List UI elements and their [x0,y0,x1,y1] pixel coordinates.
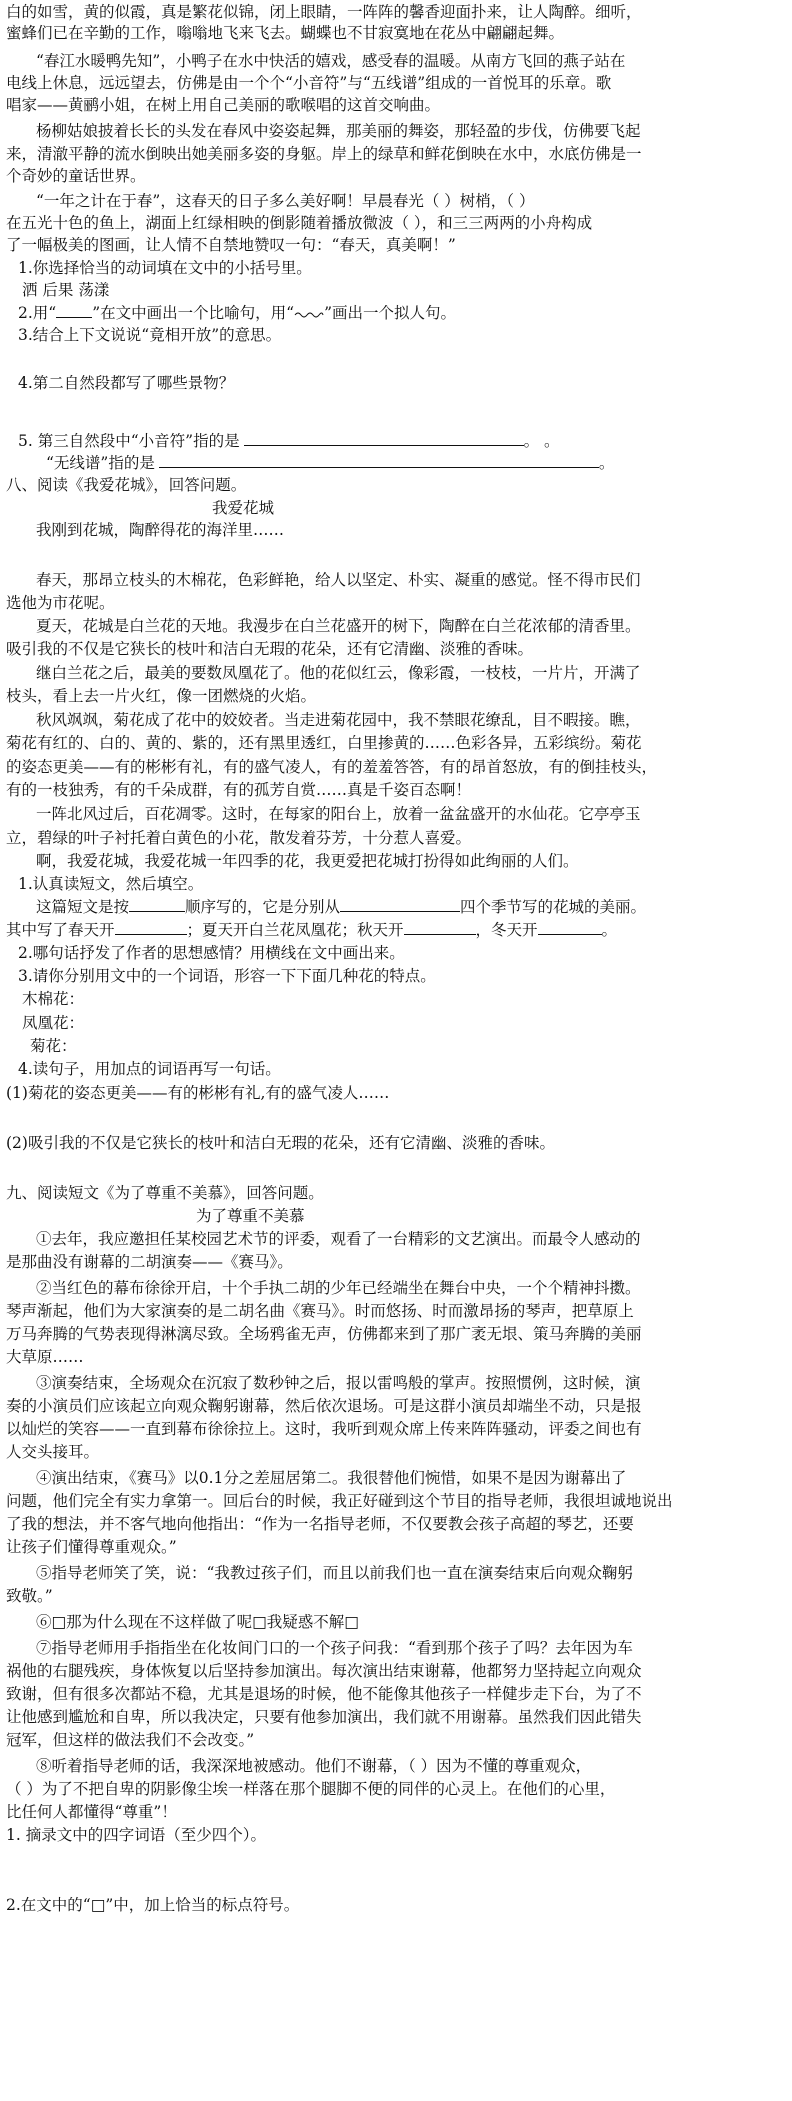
article-line: 秋风飒飒，菊花成了花中的姣姣者。当走进菊花园中，我不禁眼花缭乱，目不暇接。瞧， [36,711,641,729]
passage1-line: 白的如雪，黄的似霞，真是繁花似锦，闭上眼睛，一阵阵的馨香迎面扑来，让人陶醉。细听， [6,3,642,21]
answer-blank[interactable] [129,897,185,912]
article-line: 啊，我爱花城，我爱花城一年四季的花，我更爱把花城打扮得如此绚丽的人们。 [36,852,579,870]
passage1-line: 唱家——黄鹂小姐，在树上用自己美丽的歌喉唱的这首交响曲。 [6,96,441,114]
article-line: 冠军，但这样的做法我们不会改变。” [6,1731,255,1749]
passage1-line: 来，清澈平静的流水倒映出她美丽多姿的身躯。岸上的绿草和鲜花倒映在水中，水底仿佛是一 [6,145,642,163]
question-text: 这篇短文是按 [36,898,130,916]
sentence: (1)菊花的姿态更美——有的彬彬有礼,有的盛气凌人…… [6,1084,390,1102]
section-heading: 九、阅读短文《为了尊重不美慕》，回答问题。 [6,1184,324,1202]
question [18,303,456,323]
passage1-line: “春江水暖鸭先知”，小鸭子在水中快活的嬉戏，感受春的温暖。从南方飞回的燕子站在 [36,52,626,70]
straight-line-mark [56,303,92,318]
answer-blank[interactable] [244,431,524,446]
article-line: 比任何人都懂得“尊重”！ [6,1803,177,1821]
question-text: ，冬天开 [475,921,538,939]
passage1-line: “一年之计在于春”，这春天的日子多么美好啊！早晨春光（ ）树梢，（ ） [36,192,535,210]
question [36,897,646,917]
article-line: 琴声渐起，他们为大家演奏的是二胡名曲《赛马》。时而悠扬、时而激昂扬的琴声，把草原上 [6,1302,634,1320]
article-line: 菊花有红的、白的、黄的、紫的，还有黑里透红，白里掺黄的……色彩各异，五彩缤纷。菊花 [6,734,642,752]
article-line: 吸引我的不仅是它狭长的枝叶和洁白无瑕的花朵，还有它清幽、淡雅的香味。 [6,640,534,658]
article-line: 枝头，看上去一片火红，像一团燃烧的火焰。 [6,687,317,705]
question: 2.在文中的“□”中，加上恰当的标点符号。 [6,1896,300,1914]
passage1-line: 杨柳姑娘披着长长的头发在春风中姿姿起舞，那美丽的舞姿，那轻盈的步伐，仿佛要飞起 [36,122,641,140]
answer-blank[interactable] [115,920,187,935]
answer-blank[interactable] [538,920,602,935]
sentence: (2)吸引我的不仅是它狭长的枝叶和洁白无瑕的花朵，还有它清幽、淡雅的香味。 [6,1134,555,1152]
article-line: ⑦指导老师用手指指坐在化妆间门口的一个孩子问我：“看到那个孩子了吗？去年因为车 [36,1639,633,1657]
article-line: ⑤指导老师笑了笑，说：“我教过孩子们，而且以前我们也一直在演奏结束后向观众鞠躬 [36,1564,633,1582]
question [18,431,560,451]
article-line: 了我的想法，并不客气地向他指出：“作为一名指导老师，不仅要教会孩子高超的琴艺，还要 [6,1515,634,1533]
question-text: 四个季节写的花城的美丽。 [460,898,647,916]
passage1-line: 电线上休息，远远望去，仿佛是由一个个“小音符”与“五线谱”组成的一首悦耳的乐章。歌 [6,74,612,92]
article-line: ⑥□那为什么现在不这样做了呢□我疑惑不解□ [36,1613,359,1631]
question-text: 其中写了春天开 [6,921,115,939]
article-line: 有的一枝独秀，有的千朵成群，有的孤芳自赏……真是千姿百态啊！ [6,781,472,799]
question: 4.读句子，用加点的词语再写一句话。 [18,1060,281,1078]
article-line: ①去年，我应邀担任某校园艺术节的评委，观看了一台精彩的文艺演出。而最令人感动的 [36,1230,641,1248]
question-text: 5. 第三自然段中“小音符”指的是 [18,432,240,450]
answer-blank[interactable] [340,897,460,912]
question-text: 。 [598,454,615,472]
article-line: 致谢，但有很多次都站不稳，尤其是退场的时候，他不能像其他孩子一样健步走下台，为了不 [6,1685,642,1703]
question-text: ”在文中画出一个比喻句，用“ [92,304,295,322]
article-line: 选他为市花呢。 [6,594,115,612]
article-line: ⑧听着指导老师的话，我深深地被感动。他们不谢幕，（ ）因为不懂的尊重观众， [36,1757,592,1775]
wavy-line-mark [294,309,324,319]
section-heading: 八、阅读《我爱花城》，回答问题。 [6,476,247,494]
passage1-line: 个奇妙的童话世界。 [6,167,146,185]
question: 3.结合上下文说说“竟相开放”的意思。 [18,326,282,344]
article-line: 问题，他们完全有实力拿第一。回后台的时候，我正好碰到这个节目的指导老师，我很坦诚地说出 [6,1492,673,1510]
question-text: ；夏天开白兰花凤凰花；秋天开 [186,921,404,939]
article-line: ③演奏结束，全场观众在沉寂了数秒钟之后，报以雷鸣般的掌声。按照惯例，这时候，演 [36,1374,641,1392]
question [46,453,614,473]
passage1-line: 了一幅极美的图画，让人情不自禁地赞叹一句：“春天，真美啊！” [6,236,456,254]
question: 1. 摘录文中的四字词语（至少四个）。 [6,1826,266,1844]
question-text: 2.用“ [18,304,57,322]
question: 4.第二自然段都写了哪些景物？ [18,374,235,392]
article-line: 奏的小演员们应该起立向观众鞠躬谢幕，然后依次退场。可是这群小演员却端坐不动，只是报 [6,1397,642,1415]
question-text: “无线谱”指的是 [46,454,155,472]
word-options: 洒 后果 荡漾 [22,281,110,299]
question-text: ”画出一个拟人句。 [324,304,457,322]
article-line: ②当红色的幕布徐徐开启，十个手执二胡的少年已经端坐在舞台中央，一个个精神抖擞。 [36,1279,641,1297]
article-line: 夏天，花城是白兰花的天地。我漫步在白兰花盛开的树下，陶醉在白兰花浓郁的清香里。 [36,617,641,635]
article-line: 是那曲没有谢幕的二胡演奏——《赛马》。 [6,1253,293,1271]
question-text: 顺序写的，它是分别从 [185,898,341,916]
article-line: 万马奔腾的气势表现得淋漓尽致。全场鸦雀无声，仿佛都来到了那广袤无垠、策马奔腾的美丽 [6,1325,642,1343]
passage1-line: 在五光十色的鱼上，湖面上红绿相映的倒影随着播放微波（ ），和三三两两的小舟构成 [6,214,593,232]
article-title: 为了尊重不美慕 [196,1207,305,1225]
question: 3.请你分别用文中的一个词语，形容一下下面几种花的特点。 [18,967,436,985]
question-text: 。 。 [523,432,560,450]
article-line: 祸他的右腿残疾，身体恢复以后坚持参加演出。每次演出结束谢幕，他都努力坚持起立向观众 [6,1662,642,1680]
article-line: 立，碧绿的叶子衬托着白黄色的小花，散发着芬芳，十分惹人喜爱。 [6,829,472,847]
question [6,920,617,940]
article-line: （ ）为了不把自卑的阴影像尘埃一样落在那个腿脚不便的同伴的心灵上。在他们的心里， [6,1780,616,1798]
article-line: 让他感到尴尬和自卑，所以我决定，只要有他参加演出，我们就不用谢幕。虽然我们因此错失 [6,1708,642,1726]
article-line: ④演出结束，《赛马》以0.1分之差屈居第二。我很替他们惋惜，如果不是因为谢幕出了 [36,1469,627,1487]
question-text: 。 [601,921,618,939]
question: 1.认真读短文，然后填空。 [18,875,204,893]
article-title: 我爱花城 [212,499,275,517]
question: 2.哪句话抒发了作者的思想感情？用横线在文中画出来。 [18,944,405,962]
article-line: 致敬。” [6,1587,53,1605]
flower-label: 凤凰花： [22,1014,85,1032]
article-line: 让孩子们懂得尊重观众。” [6,1538,177,1556]
passage1-line: 蜜蜂们已在辛勤的工作，嗡嗡地飞来飞去。蝴蝶也不甘寂寞地在花丛中翩翩起舞。 [6,24,565,42]
question: 1.你选择恰当的动词填在文中的小括号里。 [18,259,312,277]
answer-blank[interactable] [159,453,599,468]
flower-label: 木棉花： [22,990,85,1008]
article-line: 大草原…… [6,1348,84,1366]
article-line: 我刚到花城，陶醉得花的海洋里…… [36,521,285,539]
article-line: 一阵北风过后，百花凋零。这时，在每家的阳台上，放着一盆盆盛开的水仙花。它亭亭玉 [36,805,641,823]
answer-blank[interactable] [404,920,476,935]
article-line: 的姿态更美——有的彬彬有礼，有的盛气凌人，有的羞羞答答，有的昂首怒放，有的倒挂枝头， [6,758,658,776]
flower-label: 菊花： [30,1037,77,1055]
article-line: 人交头接耳。 [6,1443,100,1461]
article-line: 春天，那昂立枝头的木棉花，色彩鲜艳，给人以坚定、朴实、凝重的感觉。怪不得市民们 [36,571,641,589]
article-line: 继白兰花之后，最美的要数凤凰花了。他的花似红云，像彩霞，一枝枝，一片片，开满了 [36,664,641,682]
article-line: 以灿烂的笑容——一直到幕布徐徐拉上。这时，我听到观众席上传来阵阵骚动，评委之间也有 [6,1420,642,1438]
